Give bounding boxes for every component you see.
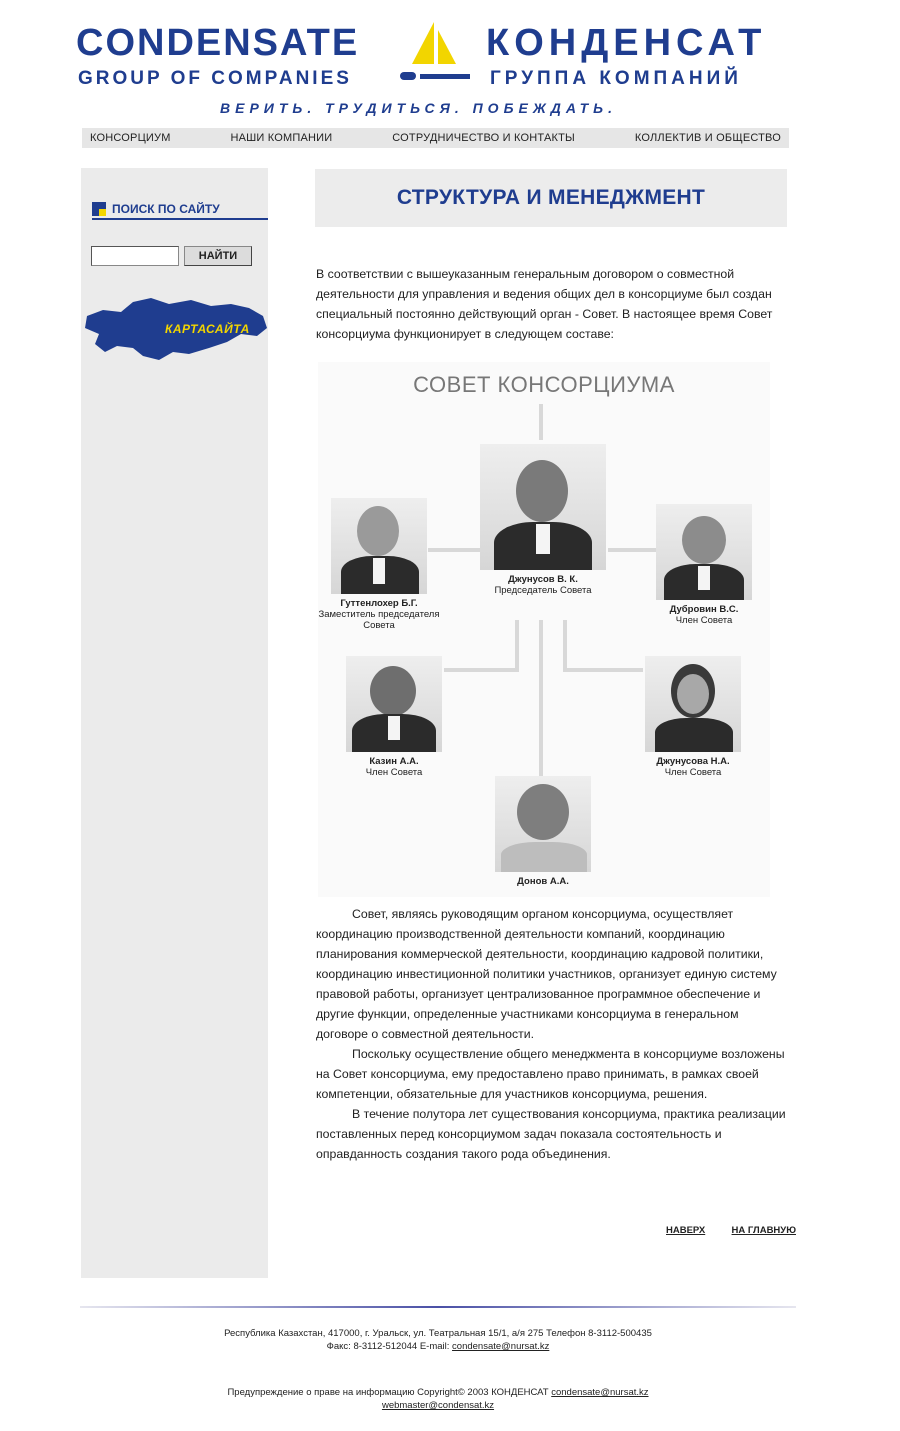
council-member-kazin	[334, 656, 454, 778]
footer-fax-label: Факс: 8-3112-512044 E-mail:	[326, 1341, 450, 1352]
connector-line	[539, 620, 543, 778]
back-to-top-link[interactable]: НАВЕРХ	[666, 1225, 706, 1236]
footer-fax-email	[80, 1340, 796, 1353]
intro-paragraph: В соответствии с вышеуказанным генеральным договором о совместной деятельности для управления и ведения общих дел в консорциуме был создан специальный постоянно действующий орган - Совет. В настоящее время Совет консорциума функционирует в следующем составе:	[316, 267, 773, 341]
member-name: Гуттенлохер Б.Г.	[340, 598, 418, 609]
heading-square-accent	[99, 209, 106, 216]
footer-contacts	[80, 1327, 796, 1353]
search-heading-label: ПОИСК ПО САЙТУ	[112, 202, 220, 216]
member-name: Донов А.А.	[517, 876, 569, 887]
connector-line	[539, 404, 543, 440]
sidebar	[81, 168, 268, 1278]
main-body-text	[316, 904, 790, 1164]
sitemap-word-2: САЙТА	[206, 322, 250, 336]
nav-item-our-companies[interactable]: НАШИ КОМПАНИИ	[230, 132, 333, 144]
council-title: СОВЕТ КОНСОРЦИУМА	[413, 372, 675, 397]
member-role: Член Совета	[675, 615, 733, 626]
connector-line	[444, 668, 519, 672]
page-title-box	[315, 169, 787, 227]
body-paragraph: Совет, являясь руководящим органом консорциума, осуществляет координацию производственной деятельности компаний, координацию планирования коммерческой деятельности, координацию кадровой политики, координацию инвестиционной политики участников, организует единую систему правовой работы, организует централизованное программное обеспечение и другие функции, определенные участниками консорциума в генеральном договоре о совместной деятельности.	[316, 907, 777, 1041]
council-member-chairman	[478, 444, 608, 596]
search-button[interactable]: НАЙТИ	[184, 246, 252, 266]
member-role: Заместитель председателя Совета	[318, 609, 440, 631]
sitemap-link[interactable]	[165, 322, 250, 336]
member-name: Казин А.А.	[369, 756, 419, 767]
member-name: Джунусов В. К.	[508, 574, 578, 585]
brand-name-ru: КОНДЕНСАТ	[486, 22, 767, 64]
member-photo	[495, 776, 591, 872]
slogan: ВЕРИТЬ. ТРУДИТЬСЯ. ПОБЕЖДАТЬ.	[220, 100, 617, 116]
member-role: Председатель Совета	[494, 585, 592, 596]
member-photo	[645, 656, 741, 752]
connector-line	[515, 620, 519, 670]
sitemap-word-1: КАРТА	[165, 322, 207, 336]
council-member-deputy	[316, 498, 442, 631]
member-photo	[331, 498, 427, 594]
brand-name-en: CONDENSATE	[76, 22, 360, 64]
copyright-email-link[interactable]: condensate@nursat.kz	[551, 1387, 649, 1398]
bottom-links	[666, 1225, 796, 1236]
member-role: Член Совета	[365, 767, 423, 778]
body-paragraph: Поскольку осуществление общего менеджмента в консорциуме возложены на Совет консорциума, ему предоставлено право принимать, в рамках своей компетенции, обязательные для участников консорциума, решения.	[316, 1047, 785, 1101]
member-name: Дубровин В.С.	[669, 604, 739, 615]
brand-subtitle-ru: ГРУППА КОМПАНИЙ	[490, 68, 742, 89]
nav-item-cooperation-contacts[interactable]: СОТРУДНИЧЕСТВО И КОНТАКТЫ	[392, 132, 575, 144]
footer-copyright	[80, 1386, 796, 1412]
top-navigation	[82, 128, 789, 148]
council-member-donov	[488, 776, 598, 887]
footer-divider	[80, 1306, 796, 1308]
copyright-text: Предупреждение о праве на информацию Copyright© 2003 КОНДЕНСАТ	[227, 1387, 549, 1398]
body-paragraph: В течение полутора лет существования консорциума, практика реализации поставленных перед консорциумом задач показала состоятельность и оправданность создания такого рода объединения.	[316, 1107, 786, 1161]
home-link[interactable]: НА ГЛАВНУЮ	[731, 1225, 796, 1236]
sail-logo-icon[interactable]	[396, 20, 474, 86]
search-heading	[92, 202, 268, 220]
connector-line	[563, 620, 567, 670]
member-photo	[656, 504, 752, 600]
webmaster-email-link[interactable]: webmaster@condensat.kz	[381, 1400, 495, 1411]
member-photo	[346, 656, 442, 752]
search-input[interactable]	[91, 246, 179, 266]
footer-address: Республика Казахстан, 417000, г. Уральск, ул. Театральная 15/1, а/я 275 Телефон 8-3112-500435	[224, 1328, 652, 1339]
member-name: Джунусова Н.А.	[656, 756, 730, 767]
council-org-chart	[318, 362, 770, 897]
council-member-dubrovin	[644, 504, 764, 626]
footer-copyright-line	[80, 1386, 796, 1399]
council-member-dzhunusova	[628, 656, 758, 778]
brand-subtitle-en: GROUP OF COMPANIES	[78, 68, 352, 89]
footer-email-link[interactable]: condensate@nursat.kz	[452, 1341, 550, 1352]
site-header	[74, 14, 804, 124]
member-photo	[480, 444, 606, 570]
nav-item-consortium[interactable]: КОНСОРЦИУМ	[90, 132, 171, 144]
nav-item-team-society[interactable]: КОЛЛЕКТИВ И ОБЩЕСТВО	[634, 132, 781, 144]
page-title: СТРУКТУРА И МЕНЕДЖМЕНТ	[396, 186, 706, 209]
member-role: Член Совета	[664, 767, 722, 778]
